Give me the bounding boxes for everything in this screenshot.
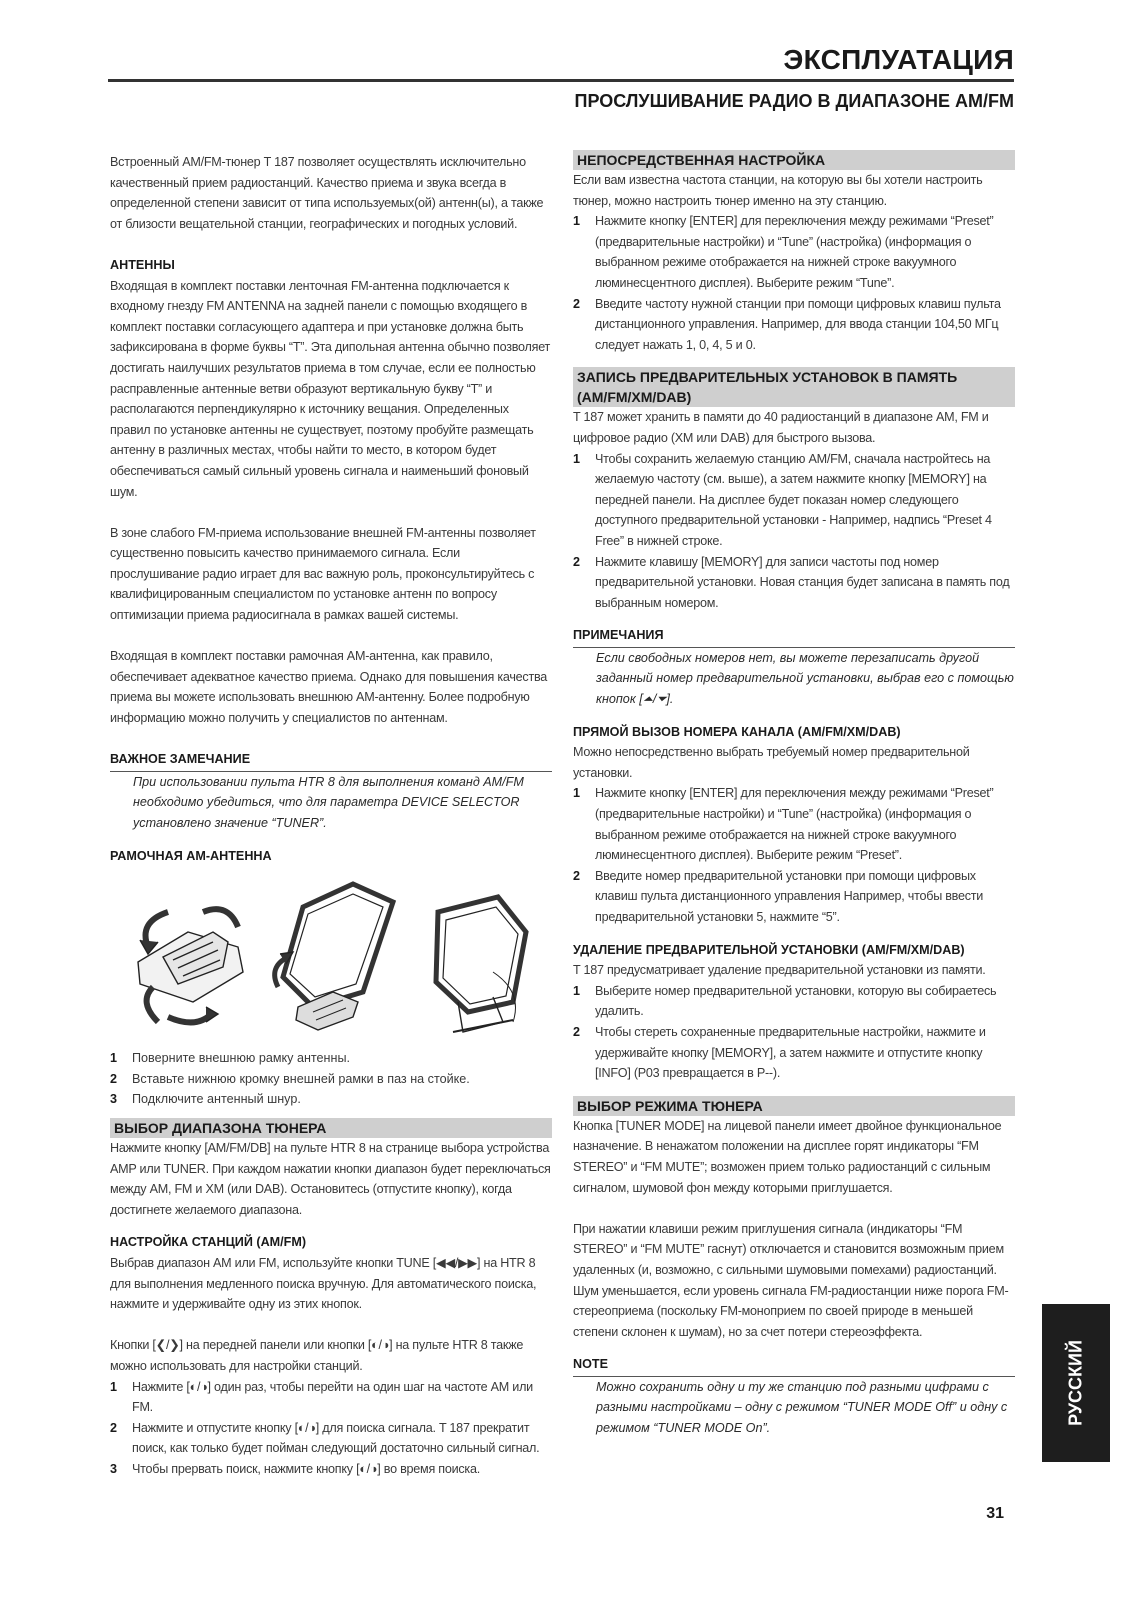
tuner-mode-paragraph-1: Кнопка [TUNER MODE] на лицевой панели имеет двойное функциональное назначение. В ненажатом положении на дисплее горят индикаторы “FM STEREO” и “FM MUTE”; возможен прием только радиостанций с сильным сигналом, шумовой фон между которыми приглушается.: [573, 1118, 1002, 1195]
list-item: 1 Поверните внешнюю рамку антенны.: [110, 1051, 350, 1066]
direct-tuning-heading: НЕПОСРЕДСТВЕННАЯ НАСТРОЙКА: [573, 150, 1015, 170]
antennas-heading: АНТЕННЫ: [110, 257, 175, 272]
list-item: 2 Введите частоту нужной станции при помощи цифровых клавиш пульта дистанционного управления. Например, для ввода станции 104,50 МГц следует нажать 1, 0, 4, 5 и 0.: [573, 296, 1001, 352]
band-select-paragraph: Нажмите кнопку [AM/FM/DB] на пульте HTR 8 на странице выбора устройства AMP или TUNER. При каждом нажатии кнопки диапазон будет переключаться между AM, FM и XM (или DAB). Остановитесь (отпустите кнопку), когда достигнете желаемого диапазона.: [110, 1140, 551, 1217]
antennas-paragraph-3: Входящая в комплект поставки рамочная AM-антенна, как правило, обеспечивает адекватное качество приема. Однако для повышения качества приема вы можете использовать внешнюю AM-антенну. Более подробную информацию можно получить у специалистов по антеннам.: [110, 649, 548, 726]
band-select-heading: ВЫБОР ДИАПАЗОНА ТЮНЕРА: [110, 1118, 552, 1138]
left-column: [110, 152, 552, 1479]
list-item: 1 Нажмите кнопку [ENTER] для переключения между режимами “Preset” (предварительные настройки) и “Tune” (настройка) (информация о выбранном режиме отображается на нижней строке вакуумного люминесцентного дисплея). Выберите режим “Preset”.: [573, 786, 994, 863]
list-item: 2 Введите номер предварительной установки при помощи цифровых клавиш пульта дистанционного управления Например, чтобы ввести предварительной установки 5, нажмите “5”.: [573, 868, 984, 924]
right-column: [573, 150, 1015, 1439]
header-rule: [108, 79, 1014, 82]
tuning-heading: НАСТРОЙКА СТАНЦИЙ (AM/FM): [110, 1235, 307, 1250]
language-tab-label: РУССКИЙ: [1065, 1340, 1086, 1426]
notes-text: Если свободных номеров нет, вы можете перезаписать другой заданный номер предварительной установки, выбрав его с помощью кнопок [⏶/⏷].: [596, 650, 1014, 707]
list-item: 2 Нажмите клавишу [MEMORY] для записи частоты под номер предварительной установки. Новая станция будет записана в память под выбранным номером.: [573, 554, 1010, 610]
direct-tuning-intro: Если вам известна частота станции, на которую вы бы хотели настроить тюнер, можно настроить тюнер именно на эту станцию.: [573, 173, 983, 208]
tuner-mode-paragraph-2: При нажатии клавиши режим приглушения сигнала (индикаторы “FM STEREO” и “FM MUTE” гаснут) отключается и становится возможным прием удаленных (и, возможно, с сильными шумовыми помехами) радиостанций. Шум уменьшается, если уровень сигнала FM-радиостанции ниже порога FM-стереоприема (поскольку FM-монoприем по своей природе в меньшей степени склонен к шумам), но за счет потери стереоэффекта.: [573, 1221, 1009, 1339]
important-note: При использовании пульта HTR 8 для выполнения команд AM/FM необходимо убедиться, что для параметра DEVICE SELECTOR установлено значение “TUNER”.: [133, 774, 524, 830]
list-item: 3 Подключите антенный шнур.: [110, 1092, 301, 1107]
antennas-paragraph-1: Входящая в комплект поставки ленточная FM-антенна подключается к входному гнезду FM ANTENNA на задней панели с помощью входящего в комплект поставки согласующего адаптера и при установке должна быть зафиксирована в форме буквы “T”. Эта дипольная антенна обычно позволяет достигать наилучших результатов приема в том случае, если ее полностью расправленные антенные ветви образуют вертикальную букву “T” и располагаются перпендикулярно к источнику вещания. Определенных правил по установке антенны не существует, поэтому пробуйте размещать антенну в различных местах, чтобы найти то место, в котором будет обеспечиваться самый сильный уровень сигнала и наименьший фоновый шум.: [110, 278, 551, 499]
tuning-steps: [110, 1377, 552, 1480]
tuning-paragraph-2: Кнопки [❮/❯] на передней панели или кнопки [◐/◑] на пульте HTR 8 также можно использовать для настройки станций.: [110, 1338, 524, 1373]
delete-preset-heading: УДАЛЕНИЕ ПРЕДВАРИТЕЛЬНОЙ УСТАНОВКИ (AM/FM/XM/DAB): [573, 942, 965, 957]
antennas-paragraph-2: В зоне слабого FM-приема использование внешней FM-антенны позволяет существенно повысить качество принимаемого сигнала. Если прослушивание радио играет для вас важную роль, проконсультируйтесь с квалифицированным специалистом по установке антенн по вопросу оптимизации приема радиосигнала в рамках вашей системы.: [110, 525, 536, 623]
list-item: 1 Выберите номер предварительной установки, которую вы собираетесь удалить.: [573, 983, 997, 1019]
language-tab: [1042, 1304, 1110, 1462]
store-presets-steps: [573, 449, 1015, 614]
intro-paragraph: Встроенный AM/FM-тюнер T 187 позволяет осуществлять исключительно качественный прием радиостанций. Качество приема и звука всегда в определенной степени зависит от типа используемых(ой) антенн(ы), а также от близости вещательной станции, географических и погодных условий.: [110, 155, 544, 231]
loop-steps: [110, 1048, 552, 1110]
store-presets-heading: ЗАПИСЬ ПРЕДВАРИТЕЛЬНЫХ УСТАНОВОК В ПАМЯТЬ (AM/FM/XM/DAB): [573, 367, 1015, 407]
list-item: 1 Нажмите кнопку [ENTER] для переключения между режимами “Preset” (предварительные настройки) и “Tune” (настройка) (информация о выбранном режиме отображается на нижней строке вакуумного люминесцентного дисплея). Выберите режим “Tune”.: [573, 214, 994, 290]
page-title: ЭКСПЛУАТАЦИЯ: [783, 44, 1014, 75]
delete-preset-steps: [573, 981, 1015, 1084]
tuner-mode-heading: ВЫБОР РЕЖИМА ТЮНЕРА: [573, 1096, 1015, 1116]
list-item: 1 Нажмите [◐/◑] один раз, чтобы перейти на один шаг на частоте AM или FM.: [110, 1379, 533, 1415]
direct-recall-steps: [573, 783, 1015, 927]
list-item: 2 Чтобы стереть сохраненные предварительные настройки, нажмите и удерживайте кнопку [MEMORY], а затем нажмите и отпустите кнопку [INFO] (P03 превращается в P--).: [573, 1024, 986, 1081]
direct-recall-intro: Можно непосредственно выбрать требуемый номер предварительной установки.: [573, 745, 970, 780]
note-heading: NOTE: [573, 1354, 1015, 1377]
loop-antenna-heading: РАМОЧНАЯ AM-АНТЕННА: [110, 848, 272, 863]
list-item: 1 Чтобы сохранить желаемую станцию AM/FM, сначала настройтесь на желаемую частоту (см. выше), а затем нажмите кнопку [MEMORY] на передней панели. На дисплее будет показан номер следующего доступного предварительной установки - Например, надпись “Preset 4 Free” в нижней строке.: [573, 451, 992, 548]
store-presets-intro: T 187 может хранить в памяти до 40 радиостанций в диапазоне AM, FM и цифровое радио (XM или DAB) для быстрого вызова.: [573, 410, 989, 445]
list-item: 2 Вставьте нижнюю кромку внешней рамки в паз на стойке.: [110, 1071, 470, 1086]
page-number: 31: [986, 1505, 1004, 1522]
tuning-paragraph-1: Выбрав диапазон AM или FM, используйте кнопки TUNE [◀◀/▶▶] на HTR 8 для выполнения медленного поиска вручную. Для автоматического поиска, нажмите и удерживайте одну из этих кнопок.: [110, 1255, 537, 1312]
page-subtitle: ПРОСЛУШИВАНИЕ РАДИО В ДИАПАЗОНЕ AM/FM: [574, 91, 1014, 111]
list-item: 3 Чтобы прервать поиск, нажмите кнопку [◐/◑] во время поиска.: [110, 1461, 480, 1476]
important-heading: ВАЖНОЕ ЗАМЕЧАНИЕ: [110, 749, 552, 772]
loop-antenna-illustration: [118, 872, 538, 1042]
list-item: 2 Нажмите и отпустите кнопку [◐/◑] для поиска сигнала. T 187 прекратит поиск, как только будет пойман следующий достаточно сильный сигнал.: [110, 1420, 540, 1456]
notes-heading: ПРИМЕЧАНИЯ: [573, 625, 1015, 648]
direct-tuning-steps: [573, 211, 1015, 355]
direct-recall-heading: ПРЯМОЙ ВЫЗОВ НОМЕРА КАНАЛА (AM/FM/XM/DAB): [573, 724, 901, 739]
delete-preset-intro: T 187 предусматривает удаление предварительной установки из памяти.: [573, 963, 986, 978]
note-text: Можно сохранить одну и ту же станцию под разными цифрами с разными настройками – одну с режимом “TUNER MODE Off” и одну с режимом “TUNER MODE On”.: [596, 1379, 1008, 1436]
